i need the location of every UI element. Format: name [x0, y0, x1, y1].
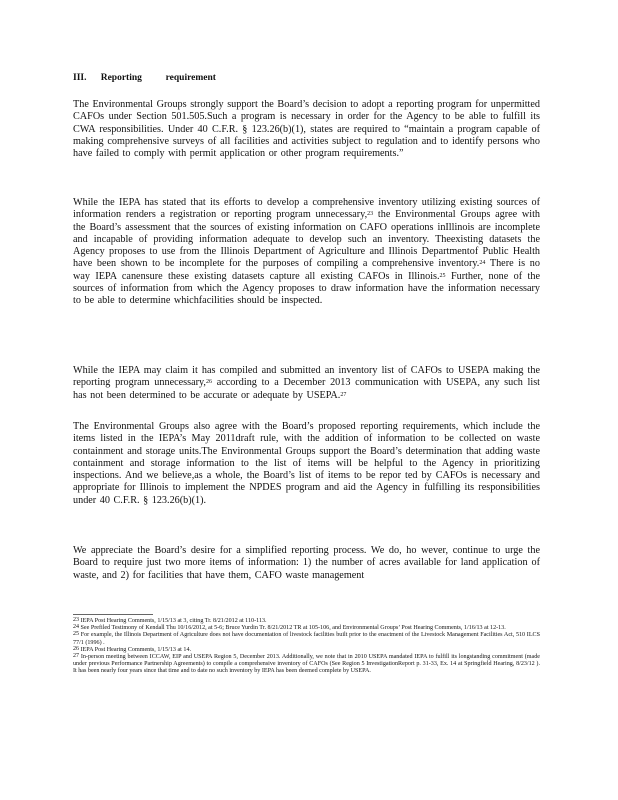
paragraph-2-text-2: the Environmental Groups agree with the Board’s assessment that the sources of existing information on CAFO operations inIllinois are incomplete and incapable of providing information adequate to develop such an inventory. Theexisting datasets the Agency proposes to use from the Illinois Department of Agriculture and Illinois Departmentof Public Health have been shown to be incomplete for the purposes of compiling a comprehensive inventory. — [73, 209, 540, 270]
paragraph-4: The Environmental Groups also agree with the Board’s proposed reporting requirements, which include the items listed in the IEPA’s May 2011draft rule, with the addition of information to be collected on waste containment and storage units.The Environmental Groups support the Board’s determination that adding waste containment and storage information to the list of items will be helpful to the Agency in prioritizing inspections. And we believe,as a whole, the Board’s list of items to be repor ted by CAFOs is necessary and appropriate for Illinois to implement the NPDES program and aid the Agency in fulfilling its responsibilities under 40 C.F.R. § 123.26(b)(1). — [73, 421, 540, 506]
footnote-number: 25 — [73, 631, 79, 638]
footnote-text: IEPA Post Hearing Comments, 1/15/13 at 14. — [80, 646, 192, 653]
footnote-ref-23: 23 — [367, 211, 374, 218]
paragraph-1: The Environmental Groups strongly support the Board’s decision to adopt a reporting program for unpermitted CAFOs under Section 501.505.Such a program is necessary in order for the Agency to be able to fulfill its CWA responsibilities. Under 40 C.F.R. § 123.26(b)(1), states are required to “maintain a program capable of making comprehensive surveys of all facilities and activities subject to regulation and to identify persons who have failed to comply with permit application or other program requirements.” — [73, 99, 540, 160]
footnote-number: 26 — [73, 645, 79, 652]
footnote-number: 23 — [73, 617, 79, 623]
footnote-ref-27: 27 — [340, 391, 347, 398]
footnote-number: 24 — [73, 624, 79, 631]
paragraph-2-text-4: Further, none of the sources of information from which the Agency proposes to draw information have the information necessary to be able to determine whichfacilities should be inspected. — [73, 270, 541, 307]
paragraph-2-text-1: While the IEPA has stated that its efforts to develop a comprehensive inventory utilizing existing sources of information renders a registration or reporting program unnecessary, — [73, 197, 540, 221]
paragraph-5: We appreciate the Board’s desire for a simplified reporting process. We do, ho wever, continue to urge the Board to require just two more items of information: 1) the number of acres available for land application of waste, and 2) for facilities that have them, CAFO waste management — [73, 545, 540, 581]
footnote-ref-26: 26 — [205, 379, 212, 386]
paragraph-2 — [73, 197, 540, 308]
footnote-divider — [73, 614, 153, 615]
footnote-25 — [73, 632, 540, 646]
footnote-text: For example, the Illinois Department of Agriculture does not have documentation of livestock facilities built prior to the enactment of the Livestock Management Facilities Act, 510 ILCS 77/1 (1996) . — [73, 632, 541, 646]
paragraph-3 — [73, 365, 540, 402]
footnote-text: See Prefiled Testimony of Kendall Thu 10/16/2012, at 5-6; Bruce Yurdin Tr. 8/21/2012 TR at 105-106, and Environmental Groups’ Post Hearing Comments, 1/16/13 at 12-13. — [80, 625, 506, 632]
footnotes — [73, 618, 540, 676]
footnote-text: In-person meeting between ICCAW, EIP and USEPA Region 5, December 2013. Additionally, we note that in 2010 USEPA mandated IEPA to fulfill its longstanding commitment (made under previous Performance Partnership Agreements) to compile a comprehensive inventory of CAFOs (See Region 5 InvestigationReport p. 31-33, Ex. 14 at Springfield Hearing, 8/23/12 ). It has been nearly four years since that time and to date no such inventory by IEPA has been deemed complete by USEPA. — [73, 654, 540, 675]
paragraph-3-text-1: While the IEPA may claim it has compiled and submitted an inventory list of CAFOs to USEPA making the reporting program unnecessary, — [73, 365, 540, 389]
paragraph-3-text-2: according to a December 2013 communication with USEPA, any such list has not been determined to be accurate or adequate by USEPA. — [73, 377, 541, 401]
footnote-27 — [73, 654, 540, 676]
footnote-ref-24: 24 — [479, 260, 486, 267]
footnote-text: IEPA Post Hearing Comments, 1/15/13 at 3, citing Tr. 8/21/2012 at 110-113. — [80, 618, 267, 624]
footnote-ref-25: 25 — [439, 272, 446, 279]
section-heading: III. Reporting requirement — [73, 73, 216, 83]
paragraph-2-text-3: There is no way IEPA canensure these existing datasets capture all existing CAFOs in Illinois. — [73, 258, 540, 282]
footnote-number: 27 — [73, 653, 79, 660]
footnote-26 — [73, 647, 540, 654]
